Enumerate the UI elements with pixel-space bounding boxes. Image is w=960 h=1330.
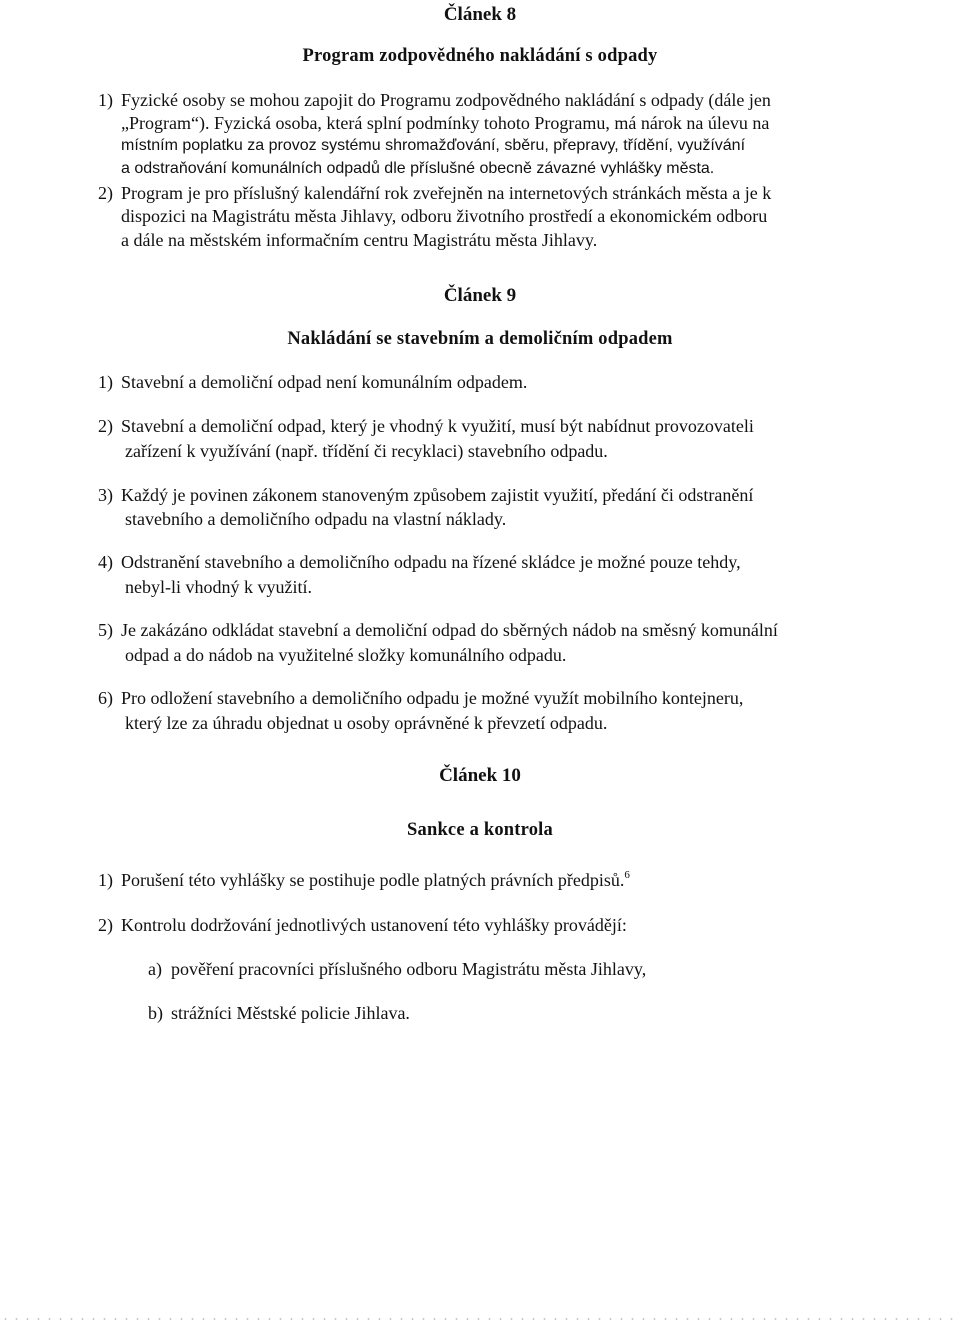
article-10-paragraph-1 — [98, 863, 630, 892]
article-10-subtitle: Sankce a kontrola — [407, 820, 553, 840]
paragraph-text: Program je pro příslušný kalendářní rok zveřejněn na internetových stránkách města a je k — [121, 183, 772, 203]
article-9-paragraph-1 — [98, 370, 527, 394]
paragraph-line: odpad a do nádob na využitelné složky komunálního odpadu. — [125, 645, 567, 665]
paragraph-text: Kontrolu dodržování jednotlivých ustanovení této vyhlášky provádějí: — [121, 915, 627, 935]
paragraph-text: Každý je povinen zákonem stanoveným způsobem zajistit využití, předání či odstranění — [121, 485, 754, 505]
paragraph-line: a dále na městském informačním centru Magistrátu města Jihlavy. — [121, 230, 598, 250]
paragraph-line: zařízení k využívání (např. třídění či recyklaci) stavebního odpadu. — [125, 441, 608, 461]
article-8-paragraph-1 — [98, 88, 771, 112]
paragraph-text: Stavební a demoliční odpad, který je vhodný k využití, musí být nabídnut provozovateli — [121, 416, 754, 436]
article-10-title: Článek 10 — [439, 765, 521, 786]
article-8-paragraph-2 — [98, 181, 771, 205]
paragraph-number: 4) — [98, 552, 113, 572]
article-9-paragraph-3 — [98, 483, 753, 507]
paragraph-line: který lze za úhradu objednat u osoby oprávněné k převzetí odpadu. — [125, 713, 608, 733]
article-8-title: Článek 8 — [443, 4, 517, 25]
list-item — [148, 957, 646, 981]
article-8-subtitle: Program zodpovědného nakládání s odpady — [302, 46, 658, 66]
paragraph-text: Odstranění stavebního a demoličního odpadu na řízené skládce je možné pouze tehdy, — [121, 552, 741, 572]
list-item-marker: b) — [148, 1003, 163, 1023]
article-9-paragraph-2 — [98, 414, 754, 438]
paragraph-text: Porušení této vyhlášky se postihuje podle platných právních předpisů. — [121, 870, 625, 890]
footnote-marker: 6 — [624, 869, 630, 881]
paragraph-number: 2) — [98, 416, 113, 436]
paragraph-text: Je zakázáno odkládat stavební a demoliční odpad do sběrných nádob na směsný komunální — [121, 620, 778, 640]
paragraph-line: místním poplatku za provoz systému shromažďování, sběru, přepravy, třídění, využívání — [121, 137, 746, 154]
list-item-marker: a) — [148, 959, 162, 979]
list-item — [148, 1001, 410, 1025]
list-item-text: strážníci Městské policie Jihlava. — [171, 1003, 410, 1023]
paragraph-number: 2) — [98, 915, 113, 935]
paragraph-number: 6) — [98, 688, 113, 708]
article-9-paragraph-6 — [98, 686, 743, 710]
paragraph-text: Pro odložení stavebního a demoličního odpadu je možné využít mobilního kontejneru, — [121, 688, 744, 708]
paragraph-text: Fyzické osoby se mohou zapojit do Programu zodpovědného nakládání s odpady (dále jen — [121, 90, 771, 110]
paragraph-number: 1) — [98, 90, 113, 110]
scan-edge-dots — [0, 1317, 960, 1321]
paragraph-number: 2) — [98, 183, 113, 203]
paragraph-line: dispozici na Magistrátu města Jihlavy, odboru životního prostředí a ekonomickém odboru — [121, 206, 768, 226]
paragraph-number: 1) — [98, 870, 113, 890]
article-9-subtitle: Nakládání se stavebním a demoličním odpadem — [287, 329, 673, 349]
paragraph-line: nebyl-li vhodný k využití. — [125, 577, 312, 597]
paragraph-number: 1) — [98, 372, 113, 392]
paragraph-number: 3) — [98, 485, 113, 505]
paragraph-number: 5) — [98, 620, 113, 640]
article-9-paragraph-4 — [98, 550, 741, 574]
paragraph-line: stavebního a demoličního odpadu na vlastní náklady. — [125, 509, 507, 529]
article-10-paragraph-2 — [98, 913, 627, 937]
paragraph-line: „Program“). Fyzická osoba, která splní podmínky tohoto Programu, má nárok na úlevu na — [121, 113, 770, 133]
article-9-title: Článek 9 — [443, 285, 517, 306]
list-item-text: pověření pracovníci příslušného odboru Magistrátu města Jihlavy, — [171, 959, 647, 979]
article-9-paragraph-5 — [98, 618, 778, 642]
paragraph-text: Stavební a demoliční odpad není komunálním odpadem. — [121, 372, 528, 392]
paragraph-line: a odstraňování komunálních odpadů dle příslušné obecně závazné vyhlášky města. — [121, 160, 715, 177]
